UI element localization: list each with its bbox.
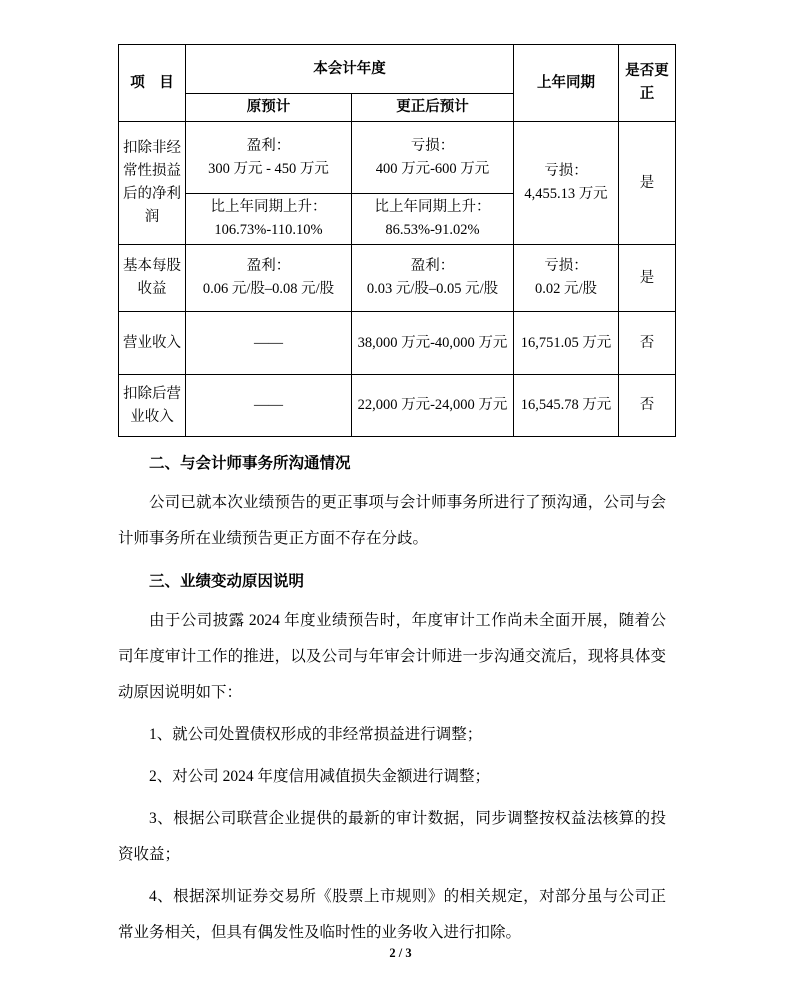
cell-value: 22,000 万元-24,000 万元 — [357, 397, 508, 413]
section-heading-communication: 二、与会计师事务所沟通情况 — [149, 455, 351, 472]
cell-label: 盈利： — [246, 137, 291, 154]
cell-revised-change — [352, 194, 514, 245]
cell-prior-revenue-deducted — [514, 375, 619, 437]
table-row-net-profit — [119, 122, 676, 194]
cell-prior-revenue — [514, 312, 619, 375]
cell-original-revenue-deducted: —— — [186, 375, 352, 437]
cell-revised-revenue — [352, 312, 514, 375]
cell-value: 16,751.05 万元 — [520, 334, 612, 351]
cell-item-net-profit: 扣除非经常性损益后的净利润 — [119, 122, 186, 245]
cell-label: 盈利： — [246, 258, 291, 274]
cell-value: 0.06 元/股–0.08 元/股 — [202, 281, 335, 297]
cell-label: 亏损： — [544, 163, 588, 179]
cell-original-eps — [186, 245, 352, 312]
reason-item-1: 1、就公司处置债权形成的非经常损益进行调整； — [149, 726, 483, 743]
cell-value: 0.02 元/股 — [534, 281, 598, 297]
cell-prior-eps — [514, 245, 619, 312]
cell-original-net-profit — [186, 122, 352, 194]
cell-label: 亏损： — [544, 258, 588, 274]
cell-label: 比上年同期上升： — [374, 199, 491, 215]
table-row-basic-eps — [119, 245, 676, 312]
cell-value: 16,545.78 万元 — [520, 397, 612, 413]
cell-label: 亏损： — [410, 137, 455, 154]
table-row-revenue — [119, 312, 676, 375]
cell-value: 400 万元-600 万元 — [375, 160, 490, 177]
cell-item-revenue: 营业收入 — [119, 312, 186, 375]
reason-item-3: 3、根据公司联营企业提供的最新的审计数据，同步调整按权益法核算的投资收益； — [118, 810, 666, 863]
header-revised-forecast: 更正后预计 — [352, 94, 514, 122]
cell-value: 4,455.13 万元 — [524, 186, 608, 202]
cell-label: 比上年同期上升： — [210, 199, 327, 215]
cell-item-revenue-deducted: 扣除后营业收入 — [119, 375, 186, 437]
table-header-row — [119, 45, 676, 94]
cell-corrected-eps: 是 — [619, 245, 676, 312]
cell-item-basic-eps: 基本每股收益 — [119, 245, 186, 312]
header-item: 项 目 — [119, 45, 186, 122]
table-row-revenue-after-deduction — [119, 375, 676, 437]
cell-value: 300 万元 - 450 万元 — [208, 160, 329, 177]
section-heading-reasons: 三、业绩变动原因说明 — [149, 573, 305, 590]
cell-corrected-revenue: 否 — [619, 312, 676, 375]
cell-revised-net-profit — [352, 122, 514, 194]
cell-label: 盈利： — [410, 258, 455, 274]
reason-item-2: 2、对公司 2024 年度信用减值损失金额进行调整； — [149, 768, 491, 785]
forecast-correction-table — [118, 44, 676, 437]
cell-corrected-net-profit: 是 — [619, 122, 676, 245]
cell-original-change — [186, 194, 352, 245]
cell-value: 86.53%-91.02% — [385, 222, 480, 238]
header-original-forecast: 原预计 — [186, 94, 352, 122]
cell-corrected-revenue-deducted: 否 — [619, 375, 676, 437]
page-number: 2 / 3 — [389, 946, 412, 960]
cell-value: 0.03 元/股–0.05 元/股 — [366, 281, 499, 297]
cell-revised-eps — [352, 245, 514, 312]
cell-value: 106.73%-110.10% — [214, 222, 323, 238]
header-current-year: 本会计年度 — [186, 45, 514, 94]
reason-item-4: 4、根据深圳证券交易所《股票上市规则》的相关规定，对部分虽与公司正常业务相关，但具有偶发性及临时性的业务收入进行扣除。 — [118, 888, 666, 941]
cell-value: 38,000 万元-40,000 万元 — [357, 334, 508, 351]
header-prior-year: 上年同期 — [514, 45, 619, 122]
cell-prior-net-profit — [514, 122, 619, 245]
cell-original-revenue: —— — [186, 312, 352, 375]
header-is-corrected: 是否更正 — [619, 45, 676, 122]
paragraph-reasons-intro: 由于公司披露 2024 年度业绩预告时，年度审计工作尚未全面开展，随着公司年度审计工作的推进，以及公司与年审会计师进一步沟通交流后，现将具体变动原因说明如下： — [118, 612, 666, 701]
page-content — [118, 44, 675, 951]
paragraph-communication: 公司已就本次业绩预告的更正事项与会计师事务所进行了预沟通，公司与会计师事务所在业绩预告更正方面不存在分歧。 — [118, 494, 666, 547]
cell-revised-revenue-deducted — [352, 375, 514, 437]
